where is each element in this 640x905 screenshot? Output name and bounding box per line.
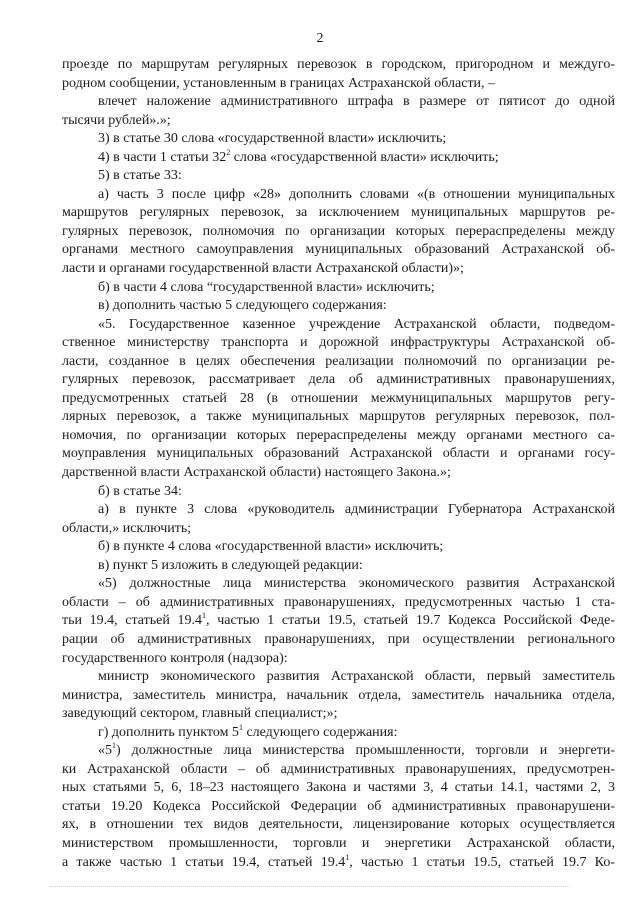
text-line: проезде по маршрутам регулярных перевозок в городском, пригородном и междуго- [62,57,615,72]
text-line: дарственной власти Астраханской области) настоящего Закона.»; [62,465,451,481]
text-line: в) дополнить частью 5 следующего содержания: [98,298,387,314]
superscript: 2 [226,147,231,157]
text-line: влечет наложение административного штрафа в размере от пятисот до одной [98,94,615,110]
text-line: б) в пункте 4 слова «государственной власти» исключить; [98,539,444,555]
text-line: «5) должностные лица министерства экономического развития Астраханской [98,576,615,592]
text-line: ки Астраханской области – об административных правонарушениях, предусмотрен- [62,761,615,777]
text-line: государственного контроля (надзора): [62,650,288,666]
text-line: 5) в статье 33: [98,168,182,184]
text-line: ласти, созданное в целях обеспечения реализации полномочий по организации ре- [62,353,615,369]
text-line: родном сообщении, установленным в границах Астраханской области, – [62,75,496,91]
text-line: а) часть 3 после цифр «28» дополнить словами «(в отношении муниципальных [98,186,615,202]
page-number: 2 [316,31,324,46]
text-line: ных статьями 5, 6, 18–23 настоящего Закона и частями 3, 4 статьи 14.1, частями 2, 3 [62,780,615,796]
text-line: органами местного самоуправления муниципальных образований Астраханской об- [62,242,615,258]
text-line: моуправления муниципальных образований Астраханской области и органами госу- [62,446,615,462]
text-line: тьи 19.4, статьей 19.4$^1$, частью 1 статьи 19.5, статьей 19.7 Кодекса Российской Феде- [62,611,615,629]
text-line: номочия, по организации которых перераспределены между органами местного са- [62,427,615,443]
document-body [62,56,615,872]
superscript: 1 [345,852,350,862]
text-line: области – об административных правонарушениях, предусмотренных частью 1 ста- [62,594,615,610]
text-line: заведующий сектором, главный специалист;»; [62,706,338,722]
text-line: ласти и органами государственной власти Астраханской области)»; [62,261,464,277]
text-line: министерством промышленности, торговли и энергетики Астраханской области, [62,835,615,851]
superscript: 1 [112,741,116,751]
text-line: ственное министерству транспорта и дорожной инфраструктуры Астраханской об- [62,335,615,351]
superscript: 1 [202,611,207,621]
text-line: 3) в статье 30 слова «государственной власти» исключить; [98,131,447,147]
superscript: 1 [238,722,243,732]
text-line: 4) в части 1 статьи $32^2$ слова «государственной власти» исключить; [98,147,499,165]
text-line: области,» исключить; [62,520,192,536]
text-line: а также частью 1 статьи 19.4, статьей 19.4$^1$, частью 1 статьи 19.5, статьей 19.7 Ко- [62,852,615,870]
text-line: тысячи рублей».»; [62,112,171,128]
text-line: гулярных перевозок, полномочия по организации которых перераспределены между [62,223,615,239]
text-line: б) в части 4 слова “государственной власти» исключить; [98,279,435,295]
text-line: в) пункт 5 изложить в следующей редакции: [98,557,363,573]
text-line: а) в пункте 3 слова «руководитель администрации Губернатора Астраханской [98,502,615,518]
text-line: министр экономического развития Астраханской области, первый заместитель [98,669,615,685]
text-line: статьи 19.20 Кодекса Российской Федерации об административных правонарушени- [62,798,615,814]
text-line: гулярных перевозок, рассматривает дела об административных правонарушениях, [62,372,615,388]
text-line: г) дополнить пунктом $5^1$ следующего содержания: [98,722,398,740]
text-line: «$5^1$) должностные лица министерства промышленности, торговли и энергети- [98,741,615,759]
text-line: лярных перевозок, а также муниципальных маршрутов регулярных перевозок, пол- [62,409,615,425]
text-line: маршрутов регулярных перевозок, за исключением муниципальных маршрутов ре- [62,205,615,221]
text-line: «5. Государственное казенное учреждение Астраханской области, подведом- [98,316,615,332]
text-line: рации об административных правонарушениях, при осуществлении регионального [62,631,615,647]
text-line: б) в статье 34: [98,483,182,499]
text-line: министра, заместитель министра, начальник отдела, заместитель начальника отдела, [62,687,615,703]
page-bottom-rule [50,886,570,887]
text-line: ях, в отношении тех видов деятельности, лицензирование которых осуществляется [62,817,615,833]
text-line: предусмотренных статьей 28 (в отношении межмуниципальных маршрутов регу- [62,390,615,406]
